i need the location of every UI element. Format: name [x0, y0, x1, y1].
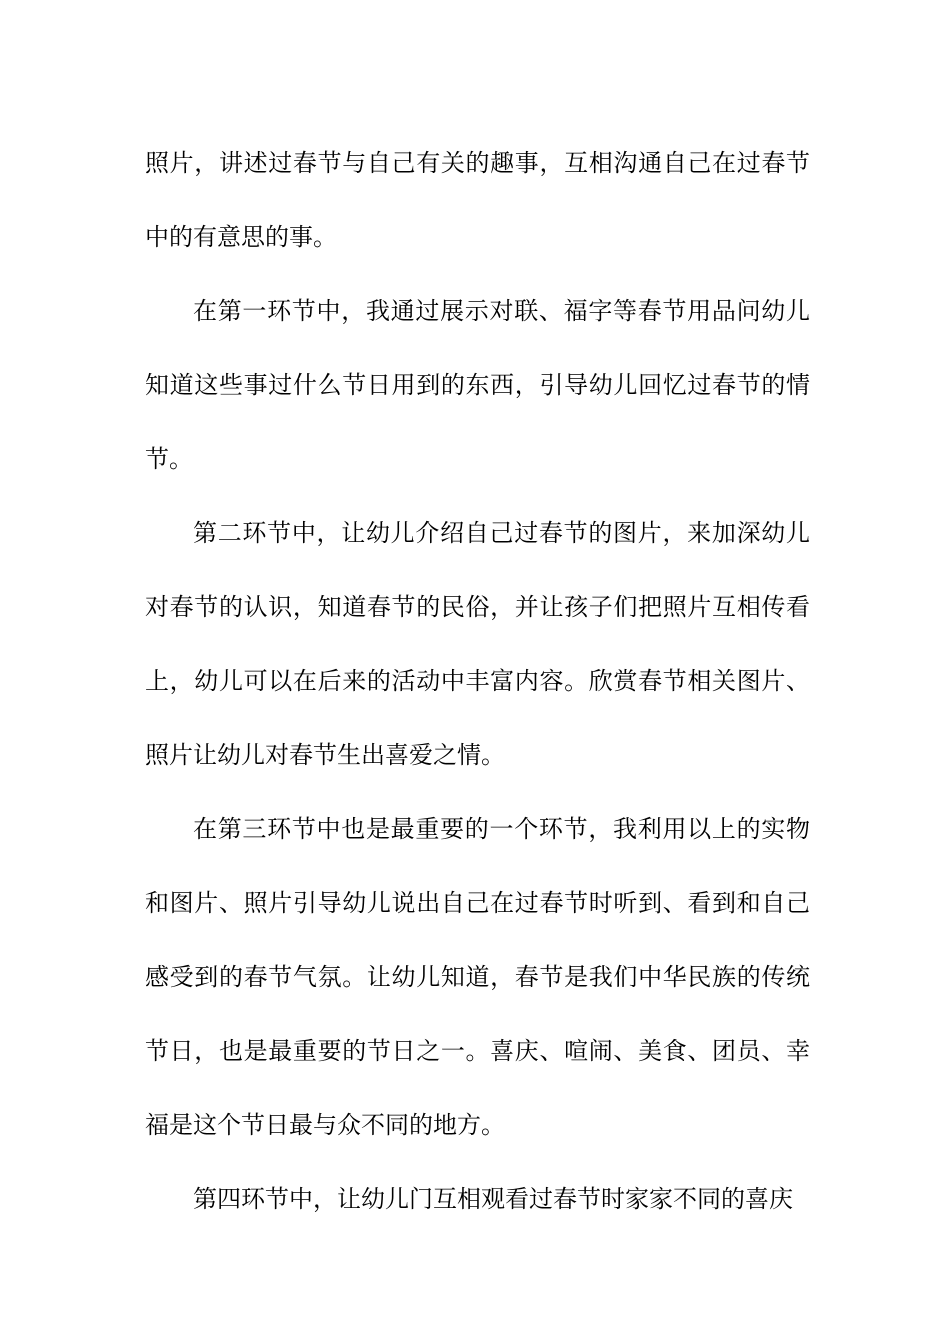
paragraph-5: 第四环节中，让幼儿门互相观看过春节时家家不同的喜庆	[193, 1185, 793, 1213]
paragraph-4: 在第三环节中也是最重要的一个环节，我利用以上的实物和图片、照片引导幼儿说出自己在过春节时听到、看到和自己感受到的春节气氛。让幼儿知道，春节是我们中华民族的传统节日，也是最重要的节日之一。喜庆、喧闹、美食、团员、幸福是这个节日最与众不同的地方。	[145, 815, 810, 1139]
paragraph-3: 第二环节中，让幼儿介绍自己过春节的图片，来加深幼儿对春节的认识，知道春节的民俗，并让孩子们把照片互相传看上，幼儿可以在后来的活动中丰富内容。欣赏春节相关图片、照片让幼儿对春节生出喜爱之情。	[145, 519, 810, 769]
body-text	[145, 126, 810, 1236]
paragraph-2: 在第一环节中，我通过展示对联、福字等春节用品问幼儿知道这些事过什么节日用到的东西，引导幼儿回忆过春节的情节。	[145, 297, 810, 473]
paragraph-1: 照片，讲述过春节与自己有关的趣事，互相沟通自己在过春节中的有意思的事。	[145, 149, 810, 251]
